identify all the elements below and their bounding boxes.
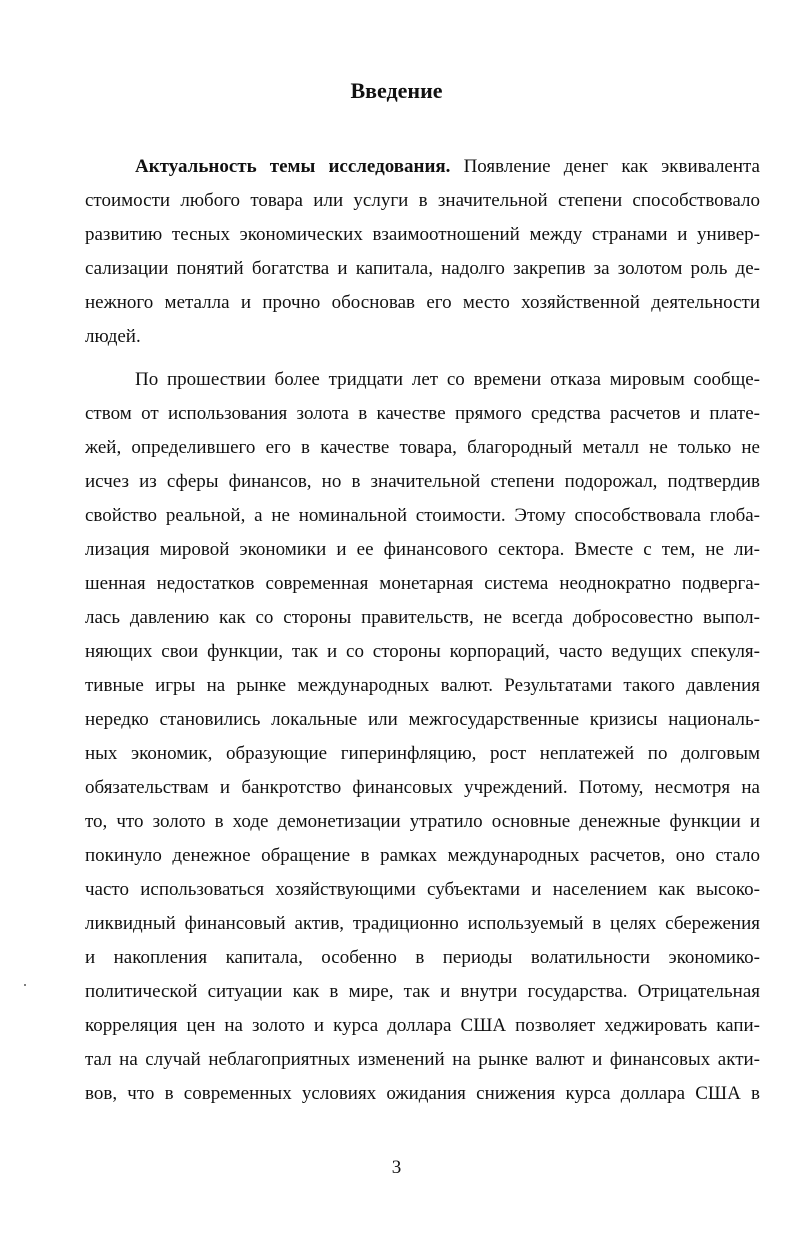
paragraph-2-line-16: часто использоваться хозяйствующими субъектами и населением как высоко-	[85, 879, 760, 900]
paragraph-2-line-5: свойство реальной, а не номинальной стоимости. Этому способствовала глоба-	[85, 505, 760, 526]
scan-speck	[24, 984, 26, 986]
paragraph-1-line-4: сализации понятий богатства и капитала, надолго закрепив за золотом роль де-	[85, 258, 760, 279]
paragraph-1-line-2: стоимости любого товара или услуги в значительной степени способствовало	[85, 190, 760, 211]
paragraph-2-line-12: ных экономик, образующие гиперинфляцию, рост неплатежей по долговым	[85, 743, 760, 764]
paragraph-2-line-1: По прошествии более тридцати лет со времени отказа мировым сообще-	[135, 369, 760, 390]
paragraph-2-line-8: лась давлению как со стороны правительств, не всегда добросовестно выпол-	[85, 607, 760, 628]
paragraph-1-lead: Актуальность темы исследования.	[135, 156, 451, 177]
paragraph-2-line-3: жей, определившего его в качестве товара, благородный металл не только не	[85, 437, 760, 458]
paragraph-2-line-17: ликвидный финансовый актив, традиционно используемый в целях сбережения	[85, 913, 760, 934]
paragraph-2-line-4: исчез из сферы финансов, но в значительной степени подорожал, подтвердив	[85, 471, 760, 492]
paragraph-1-line-1	[135, 150, 760, 184]
page-number: 3	[391, 1157, 402, 1178]
paragraph-2-line-10: тивные игры на рынке международных валют. Результатами такого давления	[85, 675, 760, 696]
paragraph-1-line-1-text: Появление денег как эквивалента	[450, 156, 760, 177]
paragraph-2-line-9: няющих свои функции, так и со стороны корпораций, часто ведущих спекуля-	[85, 641, 760, 662]
paragraph-1-line-6: людей.	[85, 326, 141, 347]
paragraph-2-line-6: лизация мировой экономики и ее финансового сектора. Вместе с тем, не ли-	[85, 539, 760, 560]
paragraph-2-line-15: покинуло денежное обращение в рамках международных расчетов, оно стало	[85, 845, 760, 866]
paragraph-2-line-2: ством от использования золота в качестве прямого средства расчетов и плате-	[85, 403, 760, 424]
paragraph-2-line-13: обязательствам и банкротство финансовых учреждений. Потому, несмотря на	[85, 777, 760, 798]
paragraph-2-line-14: то, что золото в ходе демонетизации утратило основные денежные функции и	[85, 811, 760, 832]
paragraph-2-line-22: вов, что в современных условиях ожидания снижения курса доллара США в	[85, 1083, 760, 1104]
page-title: Введение	[350, 78, 443, 103]
paragraph-1-line-5: нежного металла и прочно обосновав его место хозяйственной деятельности	[85, 292, 760, 313]
paragraph-2-line-20: корреляция цен на золото и курса доллара США позволяет хеджировать капи-	[85, 1015, 760, 1036]
paragraph-2-line-19: политической ситуации как в мире, так и внутри государства. Отрицательная	[85, 981, 760, 1002]
paragraph-2-line-21: тал на случай неблагоприятных изменений на рынке валют и финансовых акти-	[85, 1049, 760, 1070]
paragraph-2-line-18: и накопления капитала, особенно в периоды волатильности экономико-	[85, 947, 760, 968]
paragraph-1-line-3: развитию тесных экономических взаимоотношений между странами и универ-	[85, 224, 760, 245]
paragraph-2-line-11: нередко становились локальные или межгосударственные кризисы националь-	[85, 709, 760, 730]
paragraph-2-line-7: шенная недостатков современная монетарная система неоднократно подверга-	[85, 573, 760, 594]
